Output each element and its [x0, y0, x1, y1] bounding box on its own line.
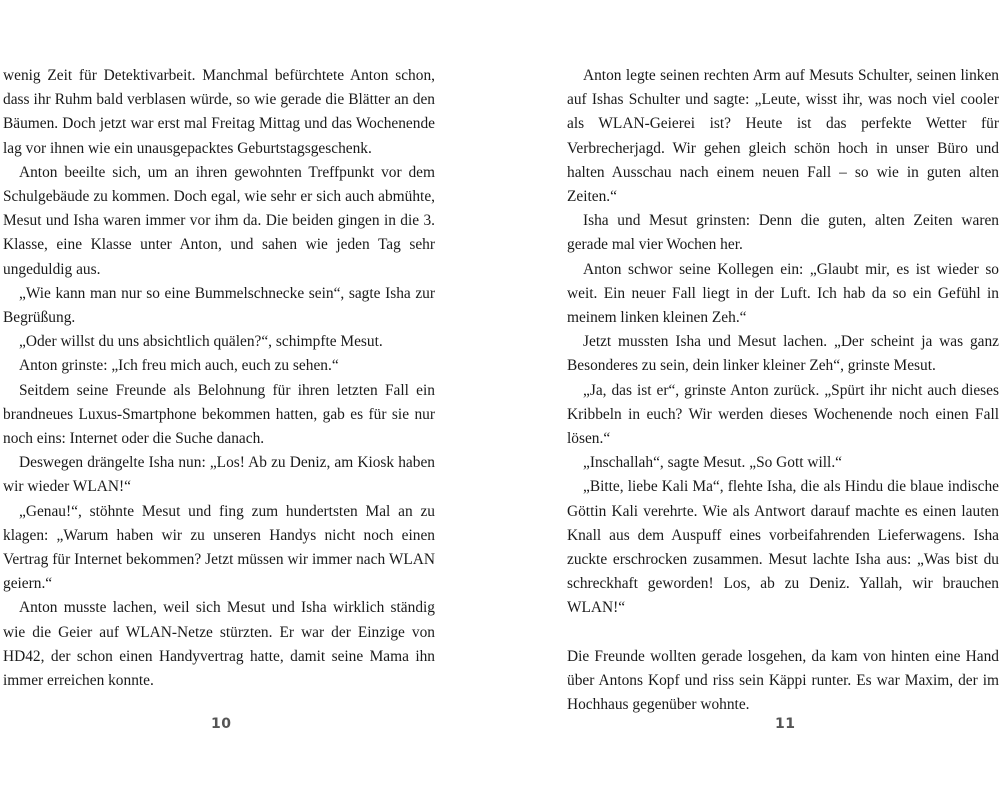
paragraph: Seitdem seine Freunde als Belohnung für ihren letzten Fall ein brandneues Luxus-Smartphone bekommen hatten, gab es für sie nur noch eins: Internet oder die Suche danach.	[3, 381, 435, 448]
paragraph: Anton schwor seine Kollegen ein: „Glaubt mir, es ist wieder so weit. Ein neuer Fall liegt in der Luft. Ich hab da so ein Gefühl in meinem linken kleinen Zeh.“	[567, 260, 999, 327]
page-number-left: 10	[211, 716, 232, 732]
paragraph: Isha und Mesut grinsten: Denn die guten, alten Zeiten waren gerade mal vier Wochen her.	[567, 212, 999, 254]
page-number-right: 11	[775, 716, 796, 732]
paragraph: Anton grinste: „Ich freu mich auch, euch zu sehen.“	[19, 357, 339, 375]
paragraph: Deswegen drängelte Isha nun: „Los! Ab zu Deniz, am Kiosk haben wir wieder WLAN!“	[3, 454, 435, 496]
paragraph: Anton beeilte sich, um an ihren gewohnten Treffpunkt vor dem Schulgebäude zu kommen. Doch egal, wie sehr er sich auch abmühte, Mesut und Isha waren immer vor ihm da. Die beiden gingen in die 3. Klasse, eine Klasse unter Anton, und sahen wie jeden Tag sehr ungeduldig aus.	[3, 163, 435, 278]
paragraph: „Oder willst du uns absichtlich quälen?“, schimpfte Mesut.	[19, 333, 383, 351]
paragraph: „Bitte, liebe Kali Ma“, flehte Isha, die als Hindu die blaue indische Göttin Kali verehrte. Wie als Antwort darauf machte es einen lauten Knall aus dem Auspuff eines vorbeifahrenden Lieferwagens. Isha zuckte erschrocken zusammen. Mesut lachte Isha aus: „Was bist du schreckhaft geworden! Los, ab zu Deniz. Yallah, wir brauchen WLAN!“	[567, 478, 999, 617]
paragraph: wenig Zeit für Detektivarbeit. Manchmal befürchtete Anton schon, dass ihr Ruhm bald verblasen würde, so wie gerade die Blätter an den Bäumen. Doch jetzt war erst mal Freitag Mittag und das Wochenende lag vor ihnen wie ein unausgepacktes Geburtstagsgeschenk.	[3, 67, 435, 157]
paragraph: Die Freunde wollten gerade losgehen, da kam von hinten eine Hand über Antons Kopf und riss sein Käppi runter. Es war Maxim, der im Hochhaus gegenüber wohnte.	[567, 647, 999, 714]
paragraph: „Genau!“, stöhnte Mesut und fing zum hundertsten Mal an zu klagen: „Warum haben wir zu unseren Handys nicht noch einen Vertrag für Internet bekommen? Jetzt müssen wir immer nach WLAN geiern.“	[3, 502, 435, 593]
left-page-text	[3, 64, 435, 693]
paragraph: „Ja, das ist er“, grinste Anton zurück. „Spürt ihr nicht auch dieses Kribbeln in euch? Wir werden dieses Wochenende noch einen Fall lösen.“	[567, 381, 999, 448]
right-page-text	[567, 64, 999, 717]
paragraph: Anton legte seinen rechten Arm auf Mesuts Schulter, seinen linken auf Ishas Schulter und sagte: „Leute, wisst ihr, was noch viel cooler als WLAN-Geierei ist? Heute ist das perfekte Wetter für Verbrecherjagd. Wir gehen gleich schön hoch in unser Büro und halten Ausschau nach einem neuen Fall – so wie in guten alten Zeiten.“	[567, 67, 999, 206]
paragraph: „Wie kann man nur so eine Bummelschnecke sein“, sagte Isha zur Begrüßung.	[3, 284, 435, 327]
paragraph: „Inschallah“, sagte Mesut. „So Gott will.“	[583, 454, 843, 472]
paragraph: Anton musste lachen, weil sich Mesut und Isha wirklich ständig wie die Geier auf WLAN-Netze stürzten. Er war der Einzige von HD42, der schon einen Handyvertrag hatte, damit seine Mama ihn immer erreichen konnte.	[3, 599, 435, 690]
paragraph: Jetzt mussten Isha und Mesut lachen. „Der scheint ja was ganz Besonderes zu sein, dein linker kleiner Zeh“, grinste Mesut.	[567, 333, 999, 375]
